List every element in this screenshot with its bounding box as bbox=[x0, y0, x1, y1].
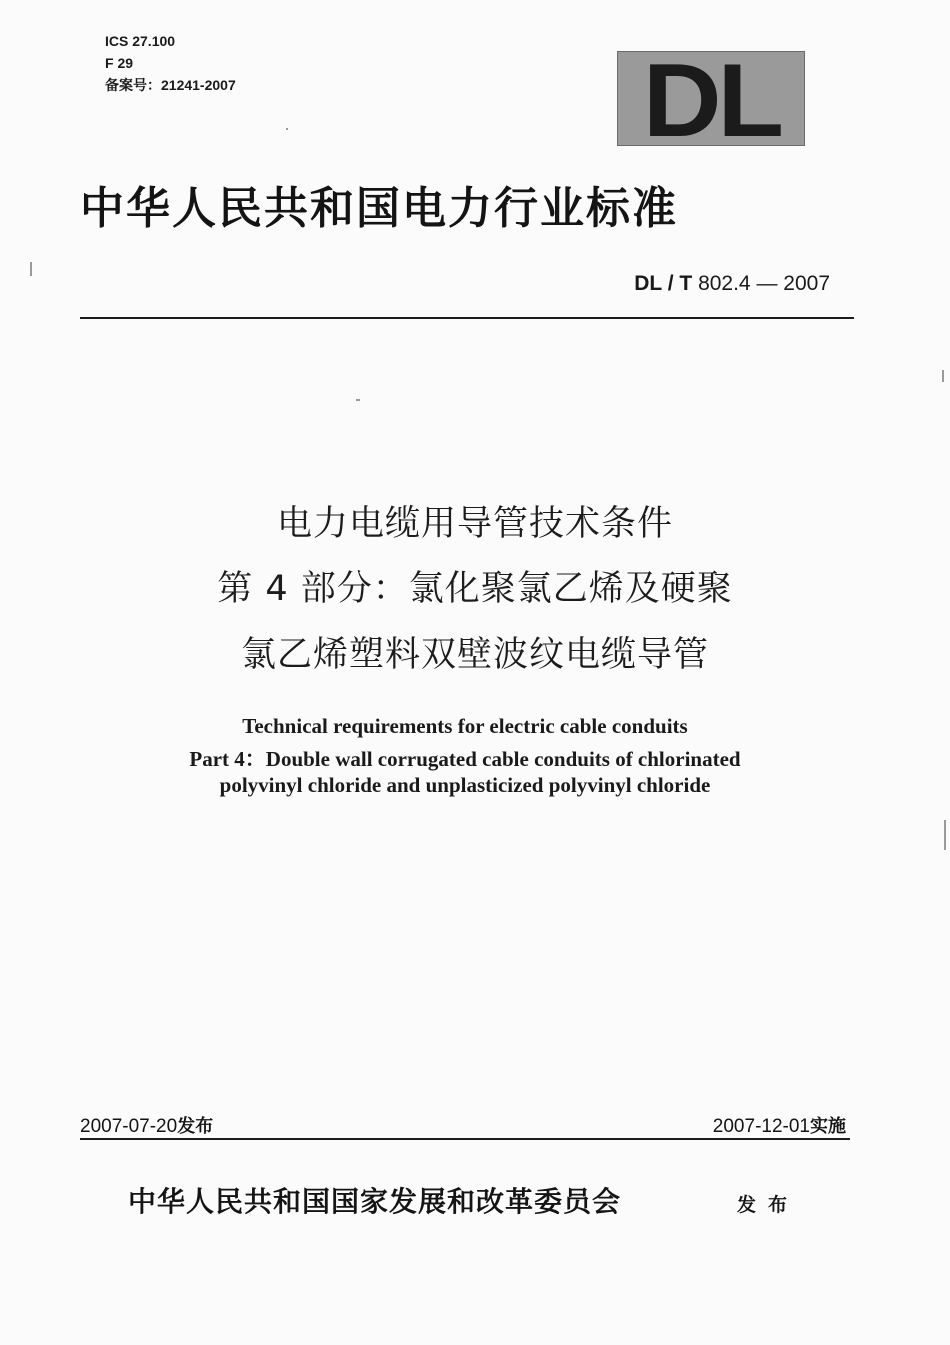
issuing-action: 发布 bbox=[737, 1194, 800, 1216]
chinese-title-line-2: 第 4 部分：氯化聚氯乙烯及硬聚 bbox=[217, 569, 733, 609]
filing-number: 备案号：21241-2007 bbox=[105, 77, 236, 93]
scan-speck bbox=[30, 262, 32, 276]
footer-divider bbox=[80, 1138, 850, 1140]
standard-number-value: 802.4 — 2007 bbox=[698, 272, 830, 295]
issue-date-label: 发布 bbox=[177, 1116, 214, 1137]
implementation-date-label: 实施 bbox=[810, 1116, 846, 1137]
dl-logo-text: DL bbox=[642, 42, 780, 159]
standard-number-prefix: DL / T bbox=[634, 272, 693, 295]
classification-block bbox=[105, 30, 236, 96]
header-divider bbox=[80, 317, 854, 319]
ccs-code: F 29 bbox=[105, 55, 134, 71]
dl-logo bbox=[617, 42, 805, 159]
scan-speck bbox=[286, 128, 288, 130]
issue-date-value: 2007-07-20 bbox=[80, 1116, 178, 1137]
chinese-title-line-3: 氯乙烯塑料双壁波纹电缆导管 bbox=[240, 635, 709, 675]
english-title-line-3: polyvinyl chloride and unplasticized polyvinyl chloride bbox=[219, 773, 711, 797]
implementation-date-value: 2007-12-01 bbox=[712, 1116, 810, 1137]
implementation-date bbox=[713, 1112, 846, 1138]
chinese-title-line-1: 电力电缆用导管技术条件 bbox=[276, 504, 673, 544]
scan-speck bbox=[944, 820, 946, 850]
english-title-line-2: Part 4：Double wall corrugated cable conduits of chlorinated bbox=[189, 747, 741, 771]
scan-speck bbox=[942, 370, 944, 382]
issuing-authority: 中华人民共和国国家发展和改革委员会 bbox=[128, 1185, 622, 1218]
ics-code: ICS 27.100 bbox=[105, 33, 176, 49]
english-title-line-1: Technical requirements for electric cable conduits bbox=[242, 714, 688, 738]
scan-speck bbox=[356, 399, 360, 401]
standard-number bbox=[634, 272, 830, 296]
issue-date bbox=[80, 1112, 213, 1138]
industry-standard-title: 中华人民共和国电力行业标准 bbox=[80, 183, 678, 234]
